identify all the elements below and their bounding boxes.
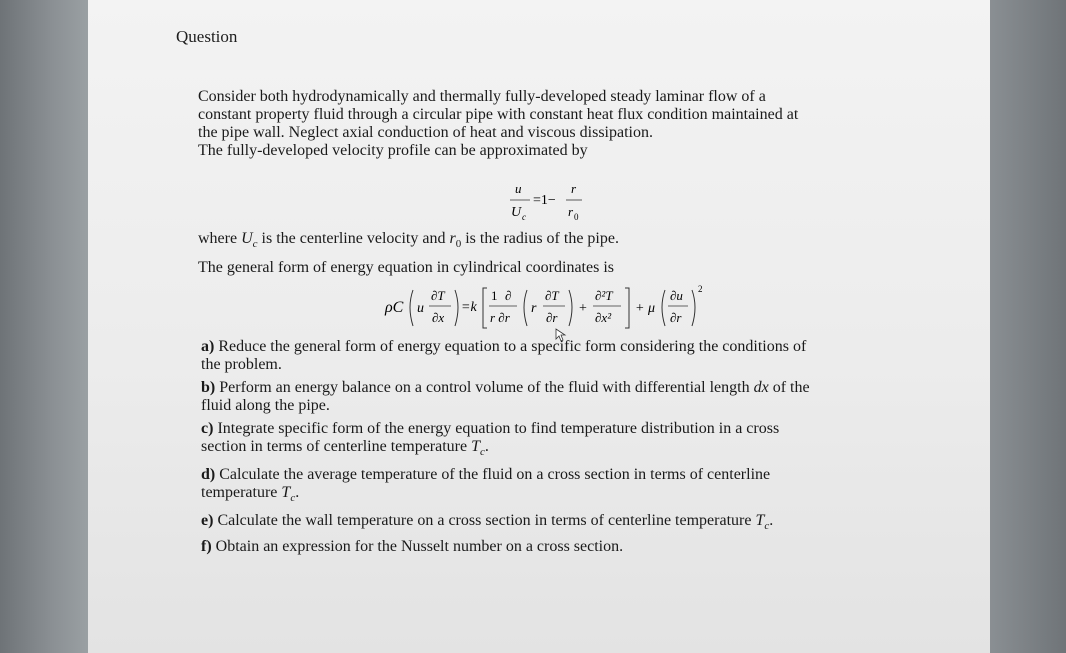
where-text-1: where (198, 230, 242, 247)
eq-one: 1 (491, 288, 498, 303)
item-d-T-sub: c (290, 492, 296, 505)
item-e-text: Calculate the wall temperature on a cross section in terms of centerline temperature (217, 512, 756, 530)
item-a-text-2: the problem. (201, 356, 282, 373)
item-c-T-sub: c (480, 446, 485, 459)
eq-du: ∂u (670, 288, 683, 303)
item-d-label: d) (201, 466, 216, 484)
item-a-label: a) (201, 338, 215, 355)
item-d-end: . (295, 484, 300, 502)
eq-r-inner: r (531, 301, 537, 316)
where-r0: r (449, 230, 456, 247)
intro-paragraph (198, 88, 898, 160)
where-Uc: U (241, 230, 253, 247)
eq-paren-close-1 (455, 290, 458, 326)
eq-Uc: U (511, 205, 522, 220)
eq-r: r (571, 181, 577, 196)
item-a-text: Reduce the general form of energy equation to a specific form considering the conditions of (218, 338, 807, 355)
eq-r0: r (568, 204, 574, 219)
item-e-T: T (755, 512, 765, 530)
item-c-end: . (484, 438, 489, 455)
item-b-dx: dx (753, 379, 769, 396)
question-items (201, 338, 921, 556)
general-form-line: The general form of energy equation in cylindrical coordinates is (198, 259, 614, 277)
eq-paren-close-3 (692, 290, 695, 326)
eq-equals-one-minus: =1− (533, 193, 556, 208)
item-d (201, 466, 921, 507)
eq-dx2: ∂x² (595, 310, 612, 325)
item-b-text: Perform an energy balance on a control volume of the fluid with differential length (219, 379, 754, 396)
item-c-text: Integrate specific form of the energy equation to find temperature distribution in a cross (217, 420, 780, 437)
item-b-text-after: of the (768, 379, 810, 396)
eq-d2T: ∂²T (595, 288, 613, 303)
eq-paren-open-2 (524, 290, 527, 326)
item-f-label: f) (201, 537, 212, 555)
eq-bracket-open (483, 288, 487, 328)
item-e-label: e) (201, 512, 214, 530)
eq-dr-2: ∂r (670, 310, 682, 325)
item-c (201, 420, 921, 461)
eq-squared: 2 (698, 284, 703, 294)
item-c-T: T (471, 438, 481, 455)
energy-equation (383, 282, 823, 332)
eq-paren-open-1 (410, 290, 413, 326)
intro-line-1: Consider both hydrodynamically and thermally fully-developed steady laminar flow of a (198, 88, 766, 105)
eq-plus-mu: + μ (635, 301, 655, 316)
where-text-3: is the radius of the pipe. (461, 230, 619, 247)
item-e-T-sub: c (764, 520, 770, 533)
eq-plus-1: + (579, 301, 587, 316)
eq-rdr: r ∂r (490, 310, 510, 325)
question-heading: Question (176, 27, 238, 46)
item-e (201, 512, 921, 535)
eq-energy-u: u (417, 301, 424, 316)
where-line (198, 230, 898, 277)
eq-r0-sub: 0 (574, 212, 579, 222)
eq-paren-open-3 (662, 290, 665, 326)
item-d-text-2: temperature (201, 484, 282, 502)
eq-equals-k: =k (461, 300, 477, 315)
eq-dTr: ∂T (545, 288, 559, 303)
intro-line-2: constant property fluid through a circular pipe with constant heat flux condition maintained at (198, 106, 799, 123)
item-c-text-2: section in terms of centerline temperature (201, 438, 472, 455)
intro-line-4: The fully-developed velocity profile can be approximated by (198, 142, 588, 159)
item-b (201, 379, 921, 415)
eq-dx: ∂x (432, 310, 445, 325)
intro-line-3: the pipe wall. Neglect axial conduction of heat and viscous dissipation. (198, 124, 653, 141)
eq-dr: ∂r (546, 310, 558, 325)
item-d-T: T (281, 484, 291, 502)
eq-paren-close-2 (569, 290, 572, 326)
where-text-2: is the centerline velocity and (257, 230, 450, 247)
item-b-text-2: fluid along the pipe. (201, 397, 330, 414)
velocity-profile-equation (508, 180, 588, 224)
eq-Uc-sub: c (522, 212, 526, 222)
monitor-bezel-right (990, 0, 1066, 653)
eq-u: u (515, 181, 522, 196)
eq-bracket-close (625, 288, 629, 328)
item-d-text: Calculate the average temperature of the fluid on a cross section in terms of centerline (219, 466, 771, 484)
item-f (201, 538, 921, 556)
item-e-end: . (769, 512, 774, 530)
where-r0-sub: 0 (455, 238, 462, 251)
document-page (88, 0, 990, 653)
item-c-label: c) (201, 420, 214, 437)
item-a (201, 338, 921, 374)
where-Uc-sub: c (252, 238, 258, 251)
eq-partial: ∂ (505, 288, 512, 303)
item-b-label: b) (201, 379, 216, 396)
monitor-bezel-left (0, 0, 88, 653)
eq-rhoC: ρC (385, 299, 404, 316)
eq-dT: ∂T (431, 288, 445, 303)
item-f-text: Obtain an expression for the Nusselt number on a cross section. (215, 537, 624, 555)
